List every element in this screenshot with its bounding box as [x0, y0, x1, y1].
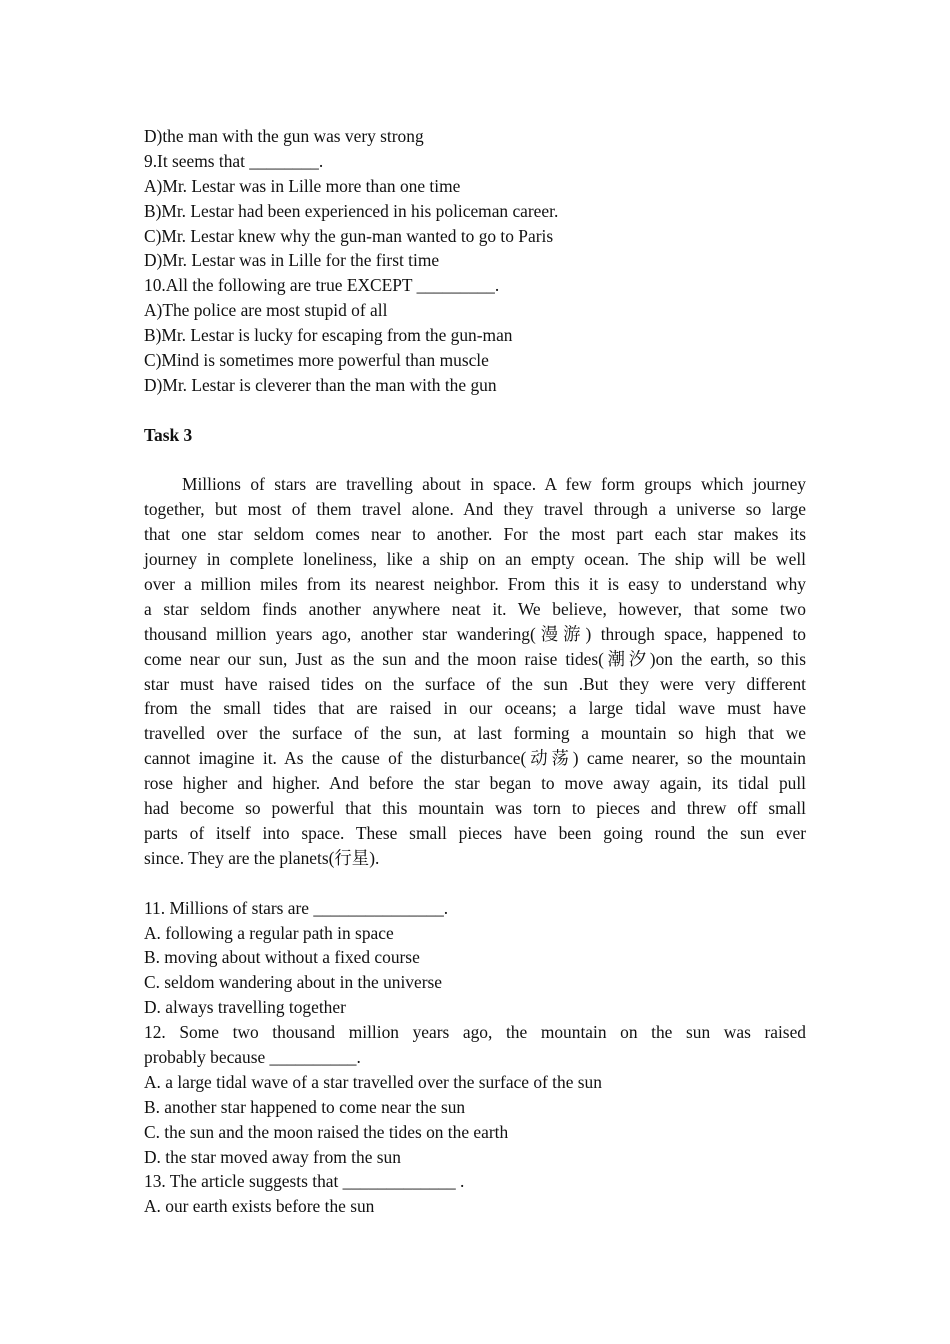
passage-line: that one star seldom comes near to another. For the most part each star makes its [144, 524, 806, 545]
passage-line: travelled over the surface of the sun, at last forming a mountain so high that we [144, 723, 806, 744]
option-d-q12: D. the star moved away from the sun [144, 1146, 401, 1167]
passage-line: thousand million years ago, another star wandering(漫游) through space, happened to [144, 623, 806, 644]
question-13: 13. The article suggests that _____________ . [144, 1171, 465, 1192]
option-d-q11: D. always travelling together [144, 997, 346, 1018]
task3-passage [144, 472, 806, 870]
passage-line: Millions of stars are travelling about in space. A few form groups which journey [182, 474, 806, 495]
option-a-q10: A)The police are most stupid of all [144, 300, 388, 321]
option-d-q9: D)Mr. Lestar was in Lille for the first time [144, 250, 440, 271]
passage-line: from the small tides that are raised in our oceans; a large tidal wave must have [144, 698, 806, 719]
passage-line: had become so powerful that this mountain was torn to pieces and threw off small [144, 798, 806, 819]
option-c-q9: C)Mr. Lestar knew why the gun-man wanted to go to Paris [144, 225, 554, 246]
option-a-q9: A)Mr. Lestar was in Lille more than one time [144, 175, 461, 196]
task3-heading: Task 3 [144, 424, 193, 445]
passage-line: cannot imagine it. As the cause of the disturbance(动荡) came nearer, so the mountain [144, 748, 806, 769]
task2-questions [144, 124, 806, 398]
option-b-q10: B)Mr. Lestar is lucky for escaping from the gun-man [144, 325, 513, 346]
passage-line: rose higher and higher. And before the star began to move away again, its tidal pull [144, 773, 806, 794]
option-c-q10: C)Mind is sometimes more powerful than muscle [144, 350, 489, 371]
passage-line: a star seldom finds another anywhere neat it. We believe, however, that some two [144, 598, 806, 619]
question-12-line: probably because __________. [144, 1046, 361, 1067]
task3-questions [144, 896, 806, 1220]
option-b-q9: B)Mr. Lestar had been experienced in his policeman career. [144, 200, 559, 221]
passage-line: star must have raised tides on the surface of the sun .But they were very different [144, 673, 806, 694]
option-c-q11: C. seldom wandering about in the universe [144, 972, 442, 993]
passage-line: since. They are the planets(行星). [144, 847, 380, 868]
passage-line: journey in complete loneliness, like a ship on an empty ocean. The ship will be well [144, 549, 806, 570]
option-c-q12: C. the sun and the moon raised the tides on the earth [144, 1121, 509, 1142]
passage-line: over a million miles from its nearest neighbor. From this it is easy to understand why [144, 574, 806, 595]
spacer [144, 398, 806, 423]
option-a-q13: A. our earth exists before the sun [144, 1196, 375, 1217]
question-11: 11. Millions of stars are _______________. [144, 897, 449, 918]
document-page [144, 124, 806, 1219]
spacer [144, 871, 806, 896]
option-d-q10: D)Mr. Lestar is cleverer than the man with the gun [144, 374, 497, 395]
passage-line: together, but most of them travel alone. And they travel through a universe so large [144, 499, 806, 520]
option-a-q12: A. a large tidal wave of a star travelled over the surface of the sun [144, 1071, 602, 1092]
question-12-line: 12. Some two thousand million years ago, the mountain on the sun was raised [144, 1022, 806, 1043]
passage-line: parts of itself into space. These small pieces have been going round the sun ever [144, 822, 806, 843]
option-d-q8: D)the man with the gun was very strong [144, 126, 424, 146]
question-12 [144, 1020, 806, 1070]
option-b-q11: B. moving about without a fixed course [144, 947, 420, 968]
spacer [144, 448, 806, 473]
question-10: 10.All the following are true EXCEPT _________. [144, 275, 500, 296]
question-9: 9.It seems that ________. [144, 150, 324, 171]
passage-line: come near our sun, Just as the sun and the moon raise tides(潮汐)on the earth, so this [144, 648, 806, 669]
option-b-q12: B. another star happened to come near the sun [144, 1096, 466, 1117]
option-a-q11: A. following a regular path in space [144, 922, 394, 943]
